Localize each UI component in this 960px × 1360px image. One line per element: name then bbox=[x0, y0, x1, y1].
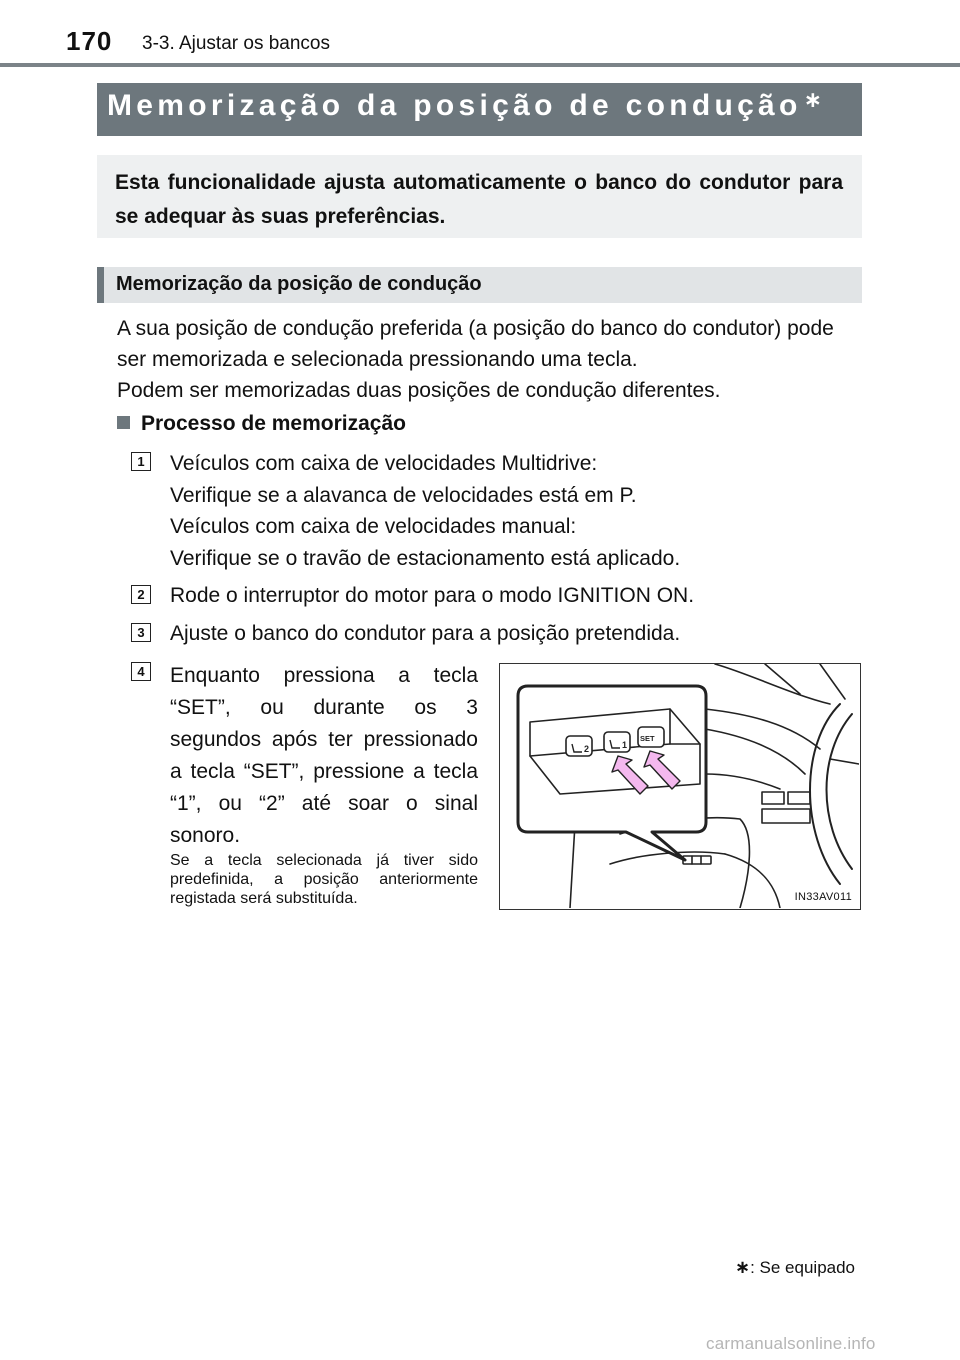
illustration-drawing bbox=[500, 664, 859, 908]
page-number: 170 bbox=[66, 26, 113, 56]
step-number-1: 1 bbox=[131, 452, 151, 471]
step-1-line: Verifique se o travão de estacionamento está aplicado. bbox=[170, 546, 681, 570]
button-1-label: 1 bbox=[622, 740, 628, 750]
intro-box bbox=[97, 155, 862, 238]
page-title bbox=[107, 89, 822, 123]
footnote bbox=[735, 1257, 855, 1278]
steering-wheel-icon bbox=[810, 704, 840, 884]
section-label: 3-3. Ajustar os bancos bbox=[142, 33, 330, 54]
subsection-bar bbox=[97, 267, 862, 303]
procedure-heading bbox=[117, 412, 406, 436]
callout-frame bbox=[518, 686, 706, 860]
door-trim-icon bbox=[705, 774, 780, 789]
step-number-2: 2 bbox=[131, 585, 151, 604]
door-trim-icon bbox=[705, 709, 820, 749]
button-2-label: 2 bbox=[584, 744, 590, 754]
switch-icon bbox=[762, 809, 810, 823]
set-button-label: SET bbox=[640, 734, 655, 743]
step-2-text: Rode o interruptor do motor para o modo IGNITION ON. bbox=[170, 584, 695, 607]
watermark: carmanualsonline.info bbox=[706, 1334, 876, 1353]
steering-wheel-icon bbox=[830, 759, 859, 764]
steering-wheel-icon bbox=[827, 714, 853, 869]
body-paragraph-2: Podem ser memorizadas duas posições de condução diferentes. bbox=[117, 379, 721, 402]
seat-outline-icon bbox=[610, 852, 725, 864]
body-text bbox=[117, 313, 862, 406]
step-number-4: 4 bbox=[131, 662, 151, 681]
step-4-text: Enquanto pressiona a tecla “SET”, ou durante os 3 segundos após ter pressionado a tecla “SET”, pressione a tecla “1”, ou “2” até soar o sinal sonoro. bbox=[170, 664, 478, 847]
subsection-accent bbox=[97, 267, 104, 303]
header-rule bbox=[0, 63, 960, 67]
subsection-title: Memorização da posição de condução bbox=[116, 273, 482, 295]
seat-outline-icon bbox=[725, 854, 780, 908]
memory-switch-small-icon bbox=[683, 856, 711, 864]
step-1-line: Veículos com caixa de velocidades manual: bbox=[170, 515, 577, 538]
step-4-note: Se a tecla selecionada já tiver sido predefinida, a posição anteriormente registada será substituída. bbox=[170, 852, 478, 907]
step-number-3: 3 bbox=[131, 623, 151, 642]
footnote-text: : Se equipado bbox=[750, 1258, 856, 1277]
step-1-line: Verifique se a alavanca de velocidades está em P. bbox=[170, 483, 637, 507]
memory-buttons-illustration bbox=[499, 663, 861, 910]
step-1-line: Veículos com caixa de velocidades Multidrive: bbox=[170, 452, 598, 475]
equipped-marker: ∗ bbox=[803, 87, 823, 112]
step-1-text bbox=[170, 448, 680, 574]
page-title-text: Memorização da posição de condução bbox=[107, 89, 802, 122]
square-bullet-icon bbox=[117, 416, 130, 429]
figure-code: IN33AV011 bbox=[794, 891, 852, 903]
procedure-heading-text: Processo de memorização bbox=[141, 412, 406, 435]
door-trim-icon bbox=[705, 729, 805, 774]
footnote-marker: ∗ bbox=[735, 1257, 751, 1277]
step-3-text: Ajuste o banco do condutor para a posição pretendida. bbox=[170, 622, 681, 645]
body-paragraph-1: A sua posição de condução preferida (a posição do banco do condutor) pode ser memorizada e selecionada pressionando uma tecla. bbox=[117, 317, 834, 371]
dashboard-line-icon bbox=[820, 664, 845, 699]
title-bar bbox=[97, 83, 862, 136]
dashboard-line-icon bbox=[765, 664, 800, 694]
intro-text: Esta funcionalidade ajusta automaticamente o banco do condutor para se adequar às suas preferências. bbox=[115, 171, 843, 228]
switch-icon bbox=[762, 792, 784, 804]
switch-icon bbox=[788, 792, 810, 804]
